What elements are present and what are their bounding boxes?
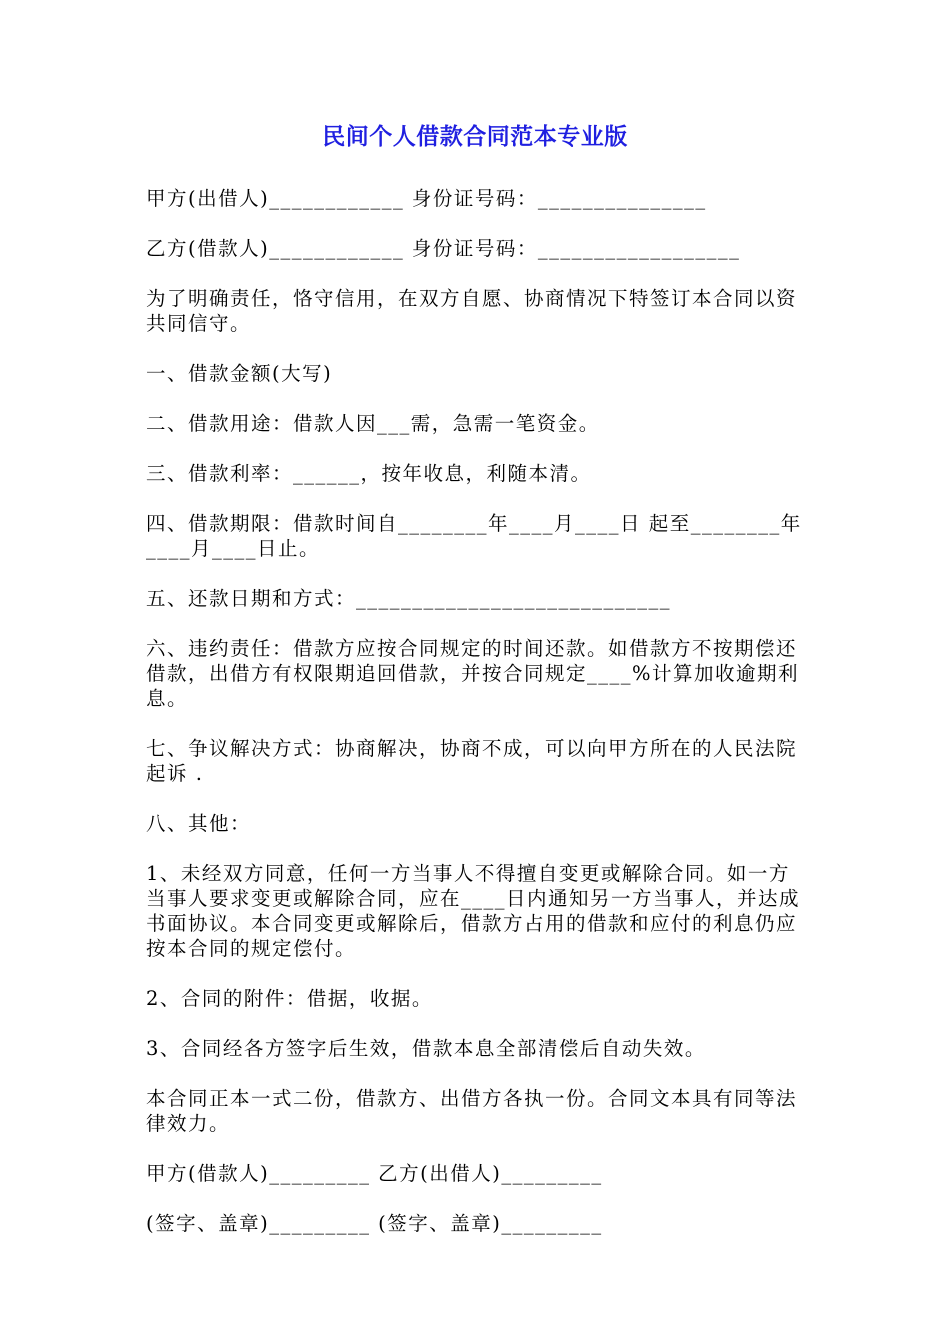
clause-8-item-2: 2、合同的附件：借据，收据。 [146, 987, 433, 1010]
preamble-paragraph: 为了明确责任，恪守信用，在双方自愿、协商情况下特签订本合同以资共同信守。 [146, 287, 798, 335]
clause-5-repayment: 五、还款日期和方式：____________________________ [146, 587, 672, 610]
clause-3-interest: 三、借款利率：______，按年收息，利随本清。 [146, 462, 592, 485]
clause-8-item-3: 3、合同经各方签字后生效，借款本息全部清偿后自动失效。 [146, 1037, 706, 1060]
clause-8-item-1: 1、未经双方同意，任何一方当事人不得擅自变更或解除合同。如一方当事人要求变更或解除合同，应在____日内通知另一方当事人，并达成书面协议。本合同变更或解除后，借款方占用的借款和应付的利息仍应按本合同的规定偿付。 [146, 862, 801, 960]
clause-8-other: 八、其他： [146, 812, 252, 835]
clause-1-amount: 一、借款金额(大写) [146, 362, 333, 385]
document-body [146, 186, 808, 1261]
party-b-line: 乙方(借款人)____________ 身份证号码：__________________ [146, 237, 741, 260]
clause-4-term: 四、借款期限：借款时间自________年____月____日 起至________年____月____日止。 [146, 512, 802, 560]
party-a-line: 甲方(出借人)____________ 身份证号码：_______________ [146, 187, 707, 210]
clause-7-dispute: 七、争议解决方式：协商解决，协商不成，可以向甲方所在的人民法院起诉 . [146, 737, 798, 785]
clause-2-purpose: 二、借款用途：借款人因___需，急需一笔资金。 [146, 412, 600, 435]
document-title: 民间个人借款合同范本专业版 [322, 124, 628, 150]
clause-6-liability: 六、违约责任：借款方应按合同规定的时间还款。如借款方不按期偿还借款，出借方有权限期追回借款，并按合同规定____%计算加收逾期利息。 [146, 637, 800, 710]
copies-paragraph: 本合同正本一式二份，借款方、出借方各执一份。合同文本具有同等法律效力。 [146, 1087, 798, 1135]
signature-parties-line: 甲方(借款人)_________ 乙方(出借人)_________ [146, 1162, 603, 1185]
signature-seal-line: (签字、盖章)_________ (签字、盖章)_________ [146, 1212, 603, 1235]
